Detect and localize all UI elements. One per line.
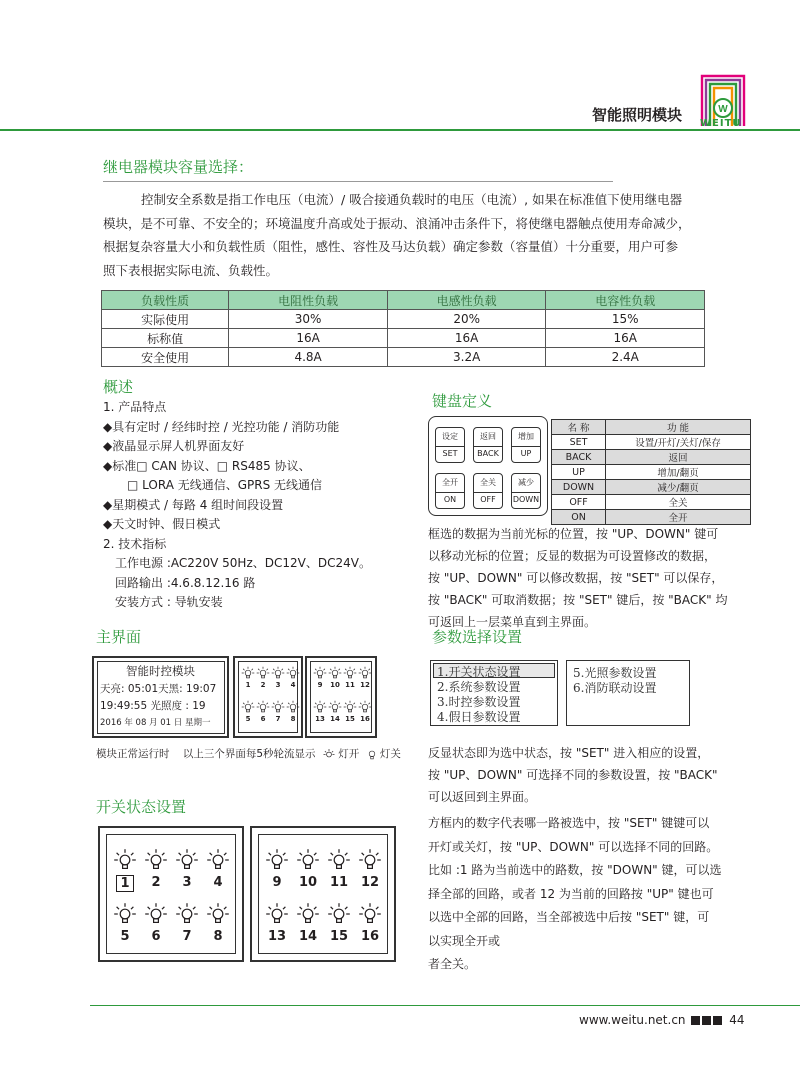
- desc-line: 者全关。: [428, 957, 477, 971]
- channel-number: 15: [345, 715, 355, 723]
- desc-line: 按 "BACK" 可取消数据；按 "SET" 键后，按 "BACK" 均: [428, 593, 728, 607]
- desc-line: 可返回上一层菜单直到主界面。: [428, 615, 597, 629]
- table-cell: 返回: [606, 450, 751, 465]
- key-cn-label: 返回: [480, 432, 496, 441]
- table-cell: 20%: [387, 310, 546, 329]
- table-cell: 15%: [546, 310, 705, 329]
- table-row: [552, 450, 751, 465]
- overview-title: 概述: [103, 378, 134, 396]
- key-en-label: ON: [436, 492, 464, 504]
- keypad-diagram: [428, 416, 548, 516]
- back-key: [473, 427, 503, 463]
- bulb-icon: [144, 902, 168, 926]
- bulb-icon: [256, 700, 270, 714]
- switch-panel-1: [98, 826, 244, 962]
- bulb-icon: [206, 848, 230, 872]
- bulb-icon: [343, 700, 357, 714]
- channel-number: 13: [315, 715, 325, 723]
- down-key: [511, 473, 541, 509]
- param-item: 5.光照参数设置: [573, 666, 657, 680]
- brand-name: WEITU: [700, 118, 742, 129]
- key-cn-label: 全关: [480, 478, 496, 487]
- param-item: 6.消防联动设置: [573, 681, 657, 695]
- channel-number: 9: [317, 681, 323, 689]
- lcd-line: 智能时控模块: [126, 664, 195, 678]
- key-cn-label: 全开: [442, 478, 458, 487]
- switch-description: [428, 812, 758, 977]
- table-header-cell: 电容性负载: [546, 291, 705, 310]
- bulb-icon: [343, 666, 357, 680]
- channel-number: 12: [360, 875, 380, 890]
- footer-url[interactable]: www.weitu.net.cn: [579, 1013, 686, 1027]
- page-number: 44: [729, 1013, 745, 1027]
- key-en-label: BACK: [474, 446, 502, 458]
- table-cell: 全开: [606, 510, 751, 525]
- param-select-title: 参数选择设置: [432, 628, 523, 646]
- channel-number: 7: [275, 715, 281, 723]
- key-cn-label: 增加: [518, 432, 534, 441]
- bulb-off-icon: [367, 749, 377, 760]
- channel-number: 8: [213, 929, 223, 944]
- bulb-icon: [271, 666, 285, 680]
- on-key: [435, 473, 465, 509]
- channel-number: 3: [275, 681, 281, 689]
- channel-number: 3: [182, 875, 192, 890]
- table-row: [102, 329, 705, 348]
- footer: [579, 1013, 744, 1027]
- capacity-title: 继电器模块容量选择：: [103, 158, 254, 176]
- table-header-row: [552, 420, 751, 435]
- desc-line: 以选中全部的回路，当全部被选中后按 "SET" 键，可: [428, 910, 710, 924]
- table-header-cell: 负载性质: [102, 291, 229, 310]
- para-line: 照下表根据实际电流、负载性。: [103, 262, 279, 278]
- desc-line: 框选的数据为当前光标的位置，按 "UP、DOWN" 键可: [428, 527, 719, 541]
- list-item: 2. 技术指标: [103, 536, 167, 551]
- lcd-channel-panel-2: [305, 656, 377, 738]
- table-header-cell: 功 能: [606, 420, 751, 435]
- capacity-title-underline: [103, 181, 613, 182]
- channel-number: 16: [360, 715, 370, 723]
- channel-number: 15: [329, 929, 349, 944]
- channel-number: 4: [213, 875, 223, 890]
- key-en-label: SET: [436, 446, 464, 458]
- table-row: [552, 495, 751, 510]
- keypad-description: [428, 523, 758, 633]
- key-en-label: DOWN: [512, 492, 540, 504]
- channel-number: 13: [267, 929, 287, 944]
- capacity-table: [101, 290, 705, 367]
- lcd-channel-panel-1: [233, 656, 303, 738]
- bulb-icon: [113, 848, 137, 872]
- key-cn-label: 减少: [518, 478, 534, 487]
- desc-line: 以实现全开或: [428, 933, 501, 948]
- bulb-icon: [241, 666, 255, 680]
- table-cell: 2.4A: [546, 348, 705, 367]
- table-cell: 标称值: [102, 329, 229, 348]
- desc-line: 按 "UP、DOWN" 可以修改数据，按 "SET" 可以保存，: [428, 571, 724, 585]
- channel-number: 2: [151, 875, 161, 890]
- table-cell: 16A: [546, 329, 705, 348]
- square-icon: [713, 1016, 722, 1025]
- bulb-icon: [271, 700, 285, 714]
- desc-line: 以移动光标的位置；反显的数据为可设置修改的数据，: [428, 549, 717, 563]
- bulb-icon: [358, 902, 382, 926]
- list-item: 工作电源 :AC220V 50Hz、DC12V、DC24V。: [103, 556, 371, 570]
- bulb-icon: [328, 666, 342, 680]
- channel-number: 2: [260, 681, 266, 689]
- bulb-icon: [358, 848, 382, 872]
- para-line: 模块，是不可靠、不安全的；环境温度升高或处于振动、浪涌冲击条件下，将使继电器触点使用寿命减少，: [103, 215, 691, 231]
- desc-line: 方框内的数字代表哪一路被选中，按 "SET" 键键可以: [428, 816, 710, 830]
- table-cell: 实际使用: [102, 310, 229, 329]
- desc-line: 开灯或关灯，按 "UP、DOWN" 可以选择不同的回路。: [428, 839, 719, 854]
- desc-line: 比如 :1 路为当前选中的路数，按 "DOWN" 键，可以选: [428, 863, 722, 877]
- channel-number: 16: [360, 929, 380, 944]
- table-cell: DOWN: [552, 480, 606, 495]
- bulb-icon: [144, 848, 168, 872]
- bulb-icon: [286, 666, 300, 680]
- switch-state-title: 开关状态设置: [96, 798, 187, 816]
- bulb-icon: [256, 666, 270, 680]
- channel-number: 6: [151, 929, 161, 944]
- bulb-icon: [113, 902, 137, 926]
- table-row: [102, 348, 705, 367]
- list-item: ◆液晶显示屏人机界面友好: [103, 439, 245, 453]
- channel-number: 11: [345, 681, 355, 689]
- desc-line: 按 "UP、DOWN" 可选择不同的参数设置，按 "BACK": [428, 768, 718, 782]
- channel-number: 9: [272, 875, 282, 890]
- caption-mid: 以上三个界面每5秒轮流显示: [182, 748, 316, 760]
- channel-number: 12: [360, 681, 370, 689]
- off-key: [473, 473, 503, 509]
- table-cell: 30%: [229, 310, 388, 329]
- lcd-main-screen: [92, 656, 229, 738]
- square-icon: [702, 1016, 711, 1025]
- channel-number: 14: [298, 929, 318, 944]
- table-cell: BACK: [552, 450, 606, 465]
- list-item: ◆星期模式 / 每路 4 组时间段设置: [103, 497, 284, 512]
- table-cell: 16A: [387, 329, 546, 348]
- para-line: 控制安全系数是指工作电压（电流）/ 吸合接通负载时的电压（电流）, 如果在标准值下使用继电器: [141, 192, 683, 207]
- para-line: 根据复杂容量大小和负载性质（阻性，感性、容性及马达负载）确定参数（容量值）十分重要，用户可参: [103, 239, 679, 254]
- table-cell: 减少/翻页: [606, 480, 751, 495]
- set-key: [435, 427, 465, 463]
- svg-text:W: W: [718, 104, 728, 115]
- param-item: 1.开关状态设置: [437, 665, 521, 679]
- table-cell: 4.8A: [229, 348, 388, 367]
- table-cell: 3.2A: [387, 348, 546, 367]
- bulb-icon: [175, 848, 199, 872]
- caption-on: 灯开: [338, 748, 360, 760]
- table-row: [552, 435, 751, 450]
- param-menu-left: [430, 660, 558, 726]
- bulb-icon: [327, 902, 351, 926]
- table-cell: 安全使用: [102, 348, 229, 367]
- bulb-icon: [313, 666, 327, 680]
- channel-number: 10: [330, 681, 340, 689]
- table-cell: 增加/翻页: [606, 465, 751, 480]
- main-ui-caption: [96, 746, 401, 761]
- table-header-row: [102, 291, 705, 310]
- bulb-icon: [265, 902, 289, 926]
- channel-number: 8: [290, 715, 296, 723]
- keypad-title: 键盘定义: [432, 392, 493, 410]
- table-cell: ON: [552, 510, 606, 525]
- channel-number: 7: [182, 929, 192, 944]
- param-menu-right: [566, 660, 690, 726]
- table-header-cell: 电感性负载: [387, 291, 546, 310]
- param-item: 4.假日参数设置: [437, 710, 521, 724]
- overview-list: [103, 398, 423, 613]
- channel-number: 5: [245, 715, 251, 723]
- table-header-cell: 电阻性负载: [229, 291, 388, 310]
- desc-line: 择全部的回路，或者 12 为当前的回路按 "UP" 键也可: [428, 886, 714, 901]
- bulb-icon: [296, 902, 320, 926]
- bulb-icon: [175, 902, 199, 926]
- table-row: [552, 480, 751, 495]
- channel-number: 1: [116, 875, 134, 892]
- list-item: □ LORA 无线通信、GPRS 无线通信: [103, 478, 323, 492]
- bulb-icon: [327, 848, 351, 872]
- bulb-on-icon: [323, 749, 335, 760]
- header-divider: [0, 129, 800, 131]
- table-cell: UP: [552, 465, 606, 480]
- list-item: ◆具有定时 / 经纬时控 / 光控功能 / 消防功能: [103, 419, 340, 434]
- param-item: 2.系统参数设置: [437, 680, 521, 694]
- bulb-icon: [286, 700, 300, 714]
- capacity-paragraph: [103, 188, 713, 282]
- table-cell: 16A: [229, 329, 388, 348]
- bulb-icon: [313, 700, 327, 714]
- table-row: [102, 310, 705, 329]
- channel-number: 5: [120, 929, 130, 944]
- channel-number: 14: [330, 715, 340, 723]
- table-cell: SET: [552, 435, 606, 450]
- table-cell: OFF: [552, 495, 606, 510]
- channel-number: 10: [298, 875, 318, 890]
- list-item: 1. 产品特点: [103, 400, 167, 414]
- lcd-line: 天亮: 05:01天黑: 19:07: [100, 683, 217, 695]
- desc-line: 可以返回到主界面。: [428, 790, 537, 804]
- bulb-icon: [206, 902, 230, 926]
- param-item: 3.时控参数设置: [437, 695, 521, 709]
- footer-divider: [90, 1005, 800, 1006]
- channel-number: 11: [329, 875, 349, 890]
- up-key: [511, 427, 541, 463]
- list-item: 回路输出 :4.6.8.12.16 路: [103, 575, 256, 590]
- channel-number: 1: [245, 681, 251, 689]
- list-item: 安装方式 : 导轨安装: [103, 595, 223, 609]
- key-cn-label: 设定: [442, 432, 458, 441]
- lcd-line: 2016 年 08 月 01 日 星期一: [100, 718, 211, 728]
- square-icon: [691, 1016, 700, 1025]
- list-item: ◆天文时钟、假日模式: [103, 517, 221, 531]
- list-item: ◆标准□ CAN 协议、□ RS485 协议、: [103, 458, 311, 473]
- key-en-label: OFF: [474, 492, 502, 504]
- channel-number: 4: [290, 681, 296, 689]
- table-cell: 设置/开灯/关灯/保存: [606, 435, 751, 450]
- switch-panel-2: [250, 826, 396, 962]
- table-cell: 全关: [606, 495, 751, 510]
- desc-line: 反显状态即为选中状态，按 "SET" 进入相应的设置，: [428, 746, 710, 760]
- caption-off: 灯关: [379, 748, 401, 760]
- bulb-icon: [358, 700, 372, 714]
- bulb-icon: [241, 700, 255, 714]
- table-row: [552, 465, 751, 480]
- bulb-icon: [296, 848, 320, 872]
- channel-number: 6: [260, 715, 266, 723]
- main-ui-title: 主界面: [96, 628, 142, 646]
- param-description: [428, 742, 758, 808]
- table-header-cell: 名 称: [552, 420, 606, 435]
- lcd-line: 19:49:55 光照度 : 19: [100, 700, 206, 712]
- bulb-icon: [358, 666, 372, 680]
- caption-left: 模块正常运行时: [96, 748, 170, 760]
- key-definition-table: [551, 419, 751, 525]
- header-title: 智能照明模块: [592, 106, 683, 124]
- key-en-label: UP: [512, 446, 540, 458]
- bulb-icon: [265, 848, 289, 872]
- bulb-icon: [328, 700, 342, 714]
